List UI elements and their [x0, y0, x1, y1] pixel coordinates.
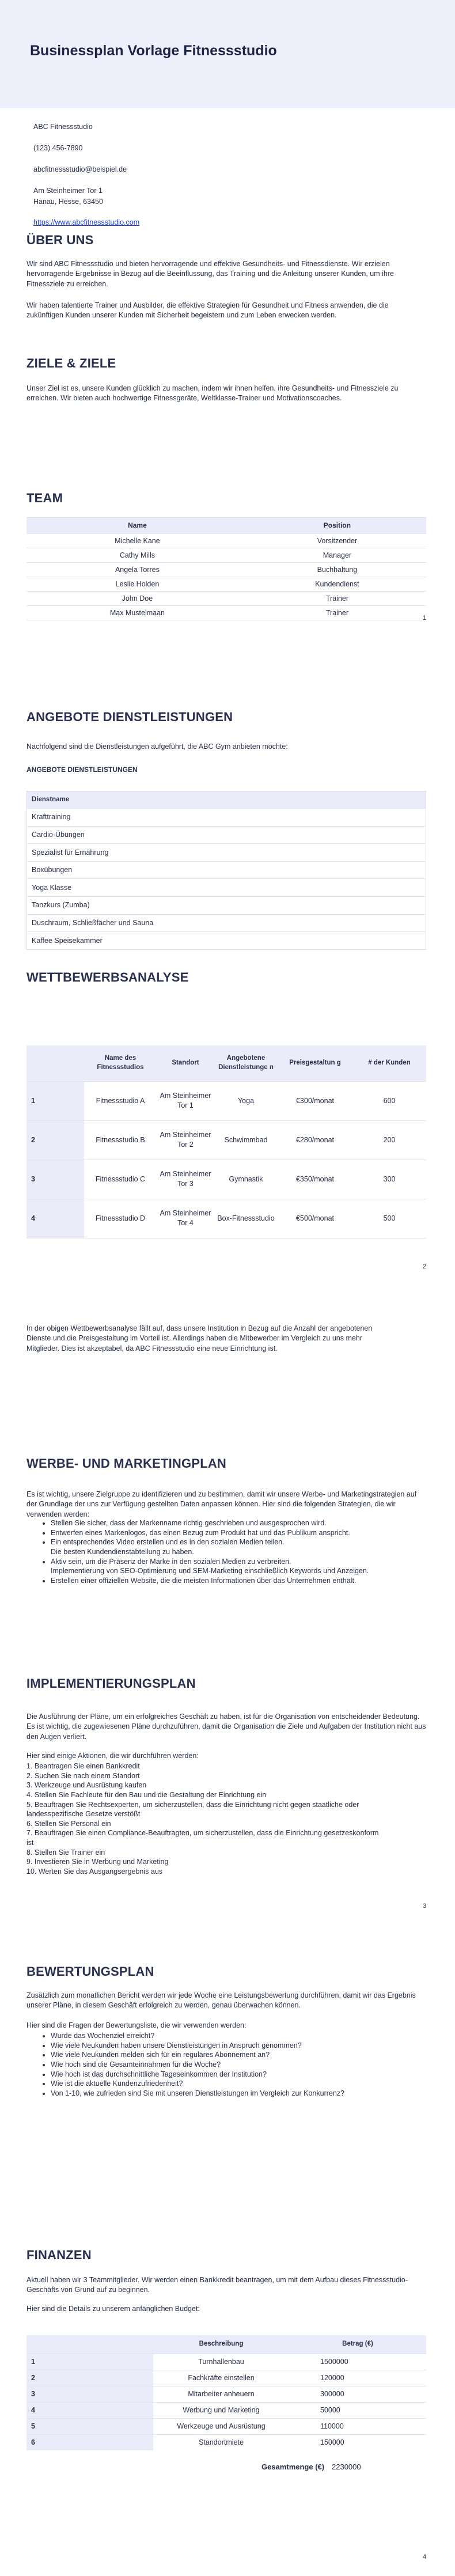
team-cell: Trainer [248, 592, 426, 606]
team-cell: Trainer [248, 606, 426, 620]
evaluation-questions-intro: Hier sind die Fragen der Bewertungsliste, die wir verwenden werden: [26, 2021, 247, 2029]
finance-cell: 300000 [289, 2386, 426, 2402]
team-cell: Max Mustelmaan [26, 606, 248, 620]
comp-cell: Am Steinheimer Tor 4 [157, 1199, 214, 1238]
contact-block [33, 122, 139, 231]
team-cell: Vorsitzender [248, 534, 426, 548]
service-item: Spezialist für Ernährung [27, 844, 426, 862]
phone: (123) 456-7890 [33, 143, 83, 152]
finance-heading: FINANZEN [26, 2248, 92, 2262]
comp-col [26, 1045, 84, 1081]
finance-col: Beschreibung [153, 2335, 289, 2354]
finance-cell: 2 [26, 2370, 153, 2386]
list-item: 2. Suchen Sie nach einem Standort [26, 1771, 140, 1780]
street: Am Steinheimer Tor 1 [33, 186, 103, 195]
table-row [26, 2402, 426, 2418]
implementation-heading: IMPLEMENTIERUNGSPLAN [26, 1676, 196, 1691]
city: Hanau, Hesse, 63450 [33, 197, 103, 206]
table-row [26, 534, 426, 548]
finance-cell: 5 [26, 2418, 153, 2434]
list-item: • Wie hoch sind die Gesamteinnahmen für die Woche? [51, 2060, 425, 2070]
total-value: 2230000 [332, 2463, 361, 2471]
list-item: • Erstellen einer offiziellen Website, die die meisten Informationen über das Unternehmen enthält. [51, 1576, 425, 1586]
table-row [26, 1199, 426, 1238]
team-cell: Buchhaltung [248, 563, 426, 577]
goals-paragraph: Unser Ziel ist es, unsere Kunden glücklich zu machen, indem wir ihnen helfen, ihre Gesundheits- und Fitnessziele zu erreichen. Wir bieten auch hochwertige Fitnessgeräte, Weltklasse-Trainer und Motivationscoaches. [26, 384, 399, 403]
comp-cell: Am Steinheimer Tor 1 [157, 1081, 214, 1120]
comp-cell: Fitnessstudio C [84, 1160, 157, 1199]
list-item: 3. Werkzeuge und Ausrüstung kaufen [26, 1781, 147, 1790]
list-item: • Von 1-10, wie zufrieden sind Sie mit unseren Dienstleistungen im Vergleich zur Konkurrenz? [51, 2089, 425, 2098]
list-item: • Wie viele Neukunden haben unsere Dienstleistungen in Anspruch genommen? [51, 2041, 425, 2051]
table-row [26, 2434, 426, 2450]
comp-cell: Am Steinheimer Tor 2 [157, 1120, 214, 1160]
finance-cell: 150000 [289, 2434, 426, 2450]
finance-cell: 6 [26, 2434, 153, 2450]
table-row [27, 914, 426, 932]
comp-col: Preisgestaltun g [278, 1045, 352, 1081]
service-item: Yoga Klasse [27, 879, 426, 897]
table-row [26, 2386, 426, 2402]
about-heading: ÜBER UNS [26, 233, 94, 247]
finance-cell: Werkzeuge und Ausrüstung [153, 2418, 289, 2434]
table-row [26, 577, 426, 592]
comp-col: Name des Fitnessstudios [84, 1045, 157, 1081]
finance-cell: Standortmiete [153, 2434, 289, 2450]
comp-cell: 3 [26, 1160, 84, 1199]
table-row [27, 932, 426, 950]
page-number: 3 [423, 1903, 427, 1910]
evaluation-list [51, 2031, 425, 2098]
website-link[interactable]: https://www.abcfitnessstudio.com [33, 218, 140, 227]
marketing-heading: WERBE- UND MARKETINGPLAN [26, 1456, 227, 1471]
comp-cell: €300/monat [278, 1081, 352, 1120]
service-item: Cardio-Übungen [27, 826, 426, 844]
service-item: Tanzkurs (Zumba) [27, 896, 426, 914]
list-item: 8. Stellen Sie Trainer ein [26, 1848, 105, 1857]
competition-table [26, 1045, 426, 1238]
team-cell: John Doe [26, 592, 248, 606]
table-row [26, 1081, 426, 1120]
table-row [26, 592, 426, 606]
list-item: 5. Beauftragen Sie Rechtsexperten, um sicherzustellen, dass die Einrichtung nicht gegen staatliche oder landesspezifische Gesetze verstößt [26, 1800, 359, 1819]
service-item: Duschraum, Schließfächer und Sauna [27, 914, 426, 932]
finance-cell: 1 [26, 2354, 153, 2370]
table-row [27, 879, 426, 897]
table-row [27, 896, 426, 914]
finance-cell: 50000 [289, 2402, 426, 2418]
list-item: 9. Investieren Sie in Werbung und Marketing [26, 1858, 169, 1866]
finance-col: Betrag (€) [289, 2335, 426, 2354]
document-title: Businessplan Vorlage Fitnessstudio [30, 43, 277, 59]
comp-col: Angebotene Dienstleistunge n [214, 1045, 278, 1081]
finance-cell: 3 [26, 2386, 153, 2402]
comp-cell: 300 [352, 1160, 426, 1199]
list-item: • Ein entsprechendes Video erstellen und es in den sozialen Medien teilen. [51, 1537, 425, 1547]
table-row [26, 1120, 426, 1160]
comp-cell: Fitnessstudio D [84, 1199, 157, 1238]
team-heading: TEAM [26, 491, 63, 505]
finance-cell: 4 [26, 2402, 153, 2418]
services-col: Dienstname [27, 791, 426, 809]
services-table [26, 791, 426, 950]
team-col-name: Name [26, 518, 248, 534]
email: abcfitnessstudio@beispiel.de [33, 165, 127, 173]
team-cell: Leslie Holden [26, 577, 248, 592]
finance-cell: Turnhallenbau [153, 2354, 289, 2370]
list-item: 10. Werten Sie das Ausgangsergebnis aus [26, 1867, 163, 1876]
evaluation-intro: Zusätzlich zum monatlichen Bericht werden wir jede Woche eine Leistungsbewertung durchführen, damit wir das Ergebnis unserer Pläne, in diesem Geschäft erfolgreich zu werden, genau überwachen können. [26, 1991, 416, 2010]
table-row [26, 2354, 426, 2370]
finance-paragraph-1: Aktuell haben wir 3 Teammitglieder. Wir werden einen Bankkredit beantragen, um mit dem Aufbau dieses Fitnessstudio-Geschäfts von Grund auf zu beginnen. [26, 2276, 408, 2294]
list-item: Implementierung von SEO-Optimierung und SEM-Marketing einschließlich Keywords und Anzeigen. [51, 1567, 369, 1575]
marketing-intro: Es ist wichtig, unsere Zielgruppe zu identifizieren und zu bestimmen, damit wir unsere Werbe- und Marketingstrategien auf der Grundlage der uns zur Verfügung gestellten Daten anpassen können. Hier sind die folgenden Strategien, die wir verwenden werden: [26, 1490, 417, 1518]
finance-cell: Werbung und Marketing [153, 2402, 289, 2418]
about-paragraph-1: Wir sind ABC Fitnessstudio und bieten hervorragende und effektive Gesundheits- und Fitnessdienste. Wir erzielen hervorragende Ergebnisse in Bezug auf die Beeinflussung, das Training und die Anleitung unserer Kunden, um ihre Fitnessziele zu erreichen. [26, 260, 394, 288]
competition-heading: WETTBEWERBSANALYSE [26, 970, 189, 984]
team-col-position: Position [248, 518, 426, 534]
company-name: ABC Fitnessstudio [33, 123, 93, 131]
table-row [27, 809, 426, 827]
comp-cell: Am Steinheimer Tor 3 [157, 1160, 214, 1199]
page-number: 2 [423, 1263, 427, 1270]
team-cell: Michelle Kane [26, 534, 248, 548]
comp-cell: 200 [352, 1120, 426, 1160]
team-cell: Cathy Mills [26, 548, 248, 563]
list-item: • Entwerfen eines Markenlogos, das einen Bezug zum Produkt hat und das Publikum anspricht. [51, 1528, 425, 1538]
comp-cell: 2 [26, 1120, 84, 1160]
list-item: 6. Stellen Sie Personal ein [26, 1819, 111, 1828]
finance-cell: 110000 [289, 2418, 426, 2434]
implementation-intro: Die Ausführung der Pläne, um ein erfolgreiches Geschäft zu haben, ist für die Organisation von entscheidender Bedeutung. Es ist wichtig, die zugewiesenen Pläne durchzuführen, damit die Organisation die Ziele und Aufgaben der Institution nicht aus den Augen verliert. [26, 1713, 426, 1741]
comp-cell: Fitnessstudio B [84, 1120, 157, 1160]
marketing-list [51, 1518, 425, 1585]
comp-col: Standort [157, 1045, 214, 1081]
list-item: • Wie viele Neukunden melden sich für ein reguläres Abonnement an? [51, 2050, 425, 2060]
table-row [27, 826, 426, 844]
comp-cell: Schwimmbad [214, 1120, 278, 1160]
evaluation-heading: BEWERTUNGSPLAN [26, 1964, 154, 1979]
comp-cell: 1 [26, 1081, 84, 1120]
implementation-steps [26, 1761, 426, 1877]
table-row [27, 844, 426, 862]
team-table [26, 517, 426, 620]
comp-cell: Fitnessstudio A [84, 1081, 157, 1120]
list-item: • Wurde das Wochenziel erreicht? [51, 2031, 425, 2041]
page-number: 1 [423, 615, 427, 622]
list-item: 7. Beauftragen Sie einen Compliance-Beauftragten, um sicherzustellen, dass die Einrichtung gesetzeskonform ist [26, 1829, 379, 1847]
goals-heading: ZIELE & ZIELE [26, 356, 116, 370]
comp-cell: €280/monat [278, 1120, 352, 1160]
list-item: • Wie hoch ist das durchschnittliche Tageseinkommen der Institution? [51, 2070, 425, 2079]
finance-cell: 120000 [289, 2370, 426, 2386]
services-subheading: ANGEBOTE DIENSTLEISTUNGEN [26, 766, 138, 774]
comp-cell: 600 [352, 1081, 426, 1120]
about-paragraph-2: Wir haben talentierte Trainer und Ausbilder, die effektive Strategien für Gesundheit und Fitness anwenden, die die zukünftigen Kunden unserer Kunden mit Sicherheit begeistern und zum Leben erwecken werden. [26, 301, 389, 320]
list-item: 1. Beantragen Sie einen Bankkredit [26, 1762, 140, 1770]
table-row [26, 2418, 426, 2434]
team-cell: Angela Torres [26, 563, 248, 577]
comp-cell: 500 [352, 1199, 426, 1238]
service-item: Boxübungen [27, 861, 426, 879]
list-item: • Wie ist die aktuelle Kundenzufriedenheit? [51, 2079, 425, 2089]
table-row [27, 861, 426, 879]
team-cell: Kundendienst [248, 577, 426, 592]
competition-summary: In der obigen Wettbewerbsanalyse fällt auf, dass unsere Institution in Bezug auf die Anzahl der angebotenen Dienste und die Preisgestaltung im Vorteil ist. Allerdings haben die Mitbewerber im Vergleich zu uns mehr Mitglieder. Dies ist akzeptabel, da ABC Fitnessstudio eine neue Einrichtung ist. [26, 1324, 373, 1353]
finance-paragraph-2: Hier sind die Details zu unserem anfänglichen Budget: [26, 2305, 200, 2313]
table-row [26, 563, 426, 577]
table-row [26, 2370, 426, 2386]
service-item: Krafttraining [27, 809, 426, 827]
page-number: 4 [423, 2554, 427, 2560]
comp-cell: 4 [26, 1199, 84, 1238]
table-row [26, 606, 426, 620]
services-intro: Nachfolgend sind die Dienstleistungen aufgeführt, die ABC Gym anbieten möchte: [26, 743, 288, 751]
team-cell: Manager [248, 548, 426, 563]
table-row [26, 548, 426, 563]
comp-col: # der Kunden [352, 1045, 426, 1081]
comp-cell: Gymnastik [214, 1160, 278, 1199]
list-item: • Aktiv sein, um die Präsenz der Marke in den sozialen Medien zu verbreiten. [51, 1557, 425, 1567]
finance-cell: 1500000 [289, 2354, 426, 2370]
list-item: 4. Stellen Sie Fachleute für den Bau und die Gestaltung der Einrichtung ein [26, 1790, 267, 1799]
finance-table [26, 2335, 426, 2450]
implementation-steps-intro: Hier sind einige Aktionen, die wir durchführen werden: [26, 1752, 199, 1760]
finance-cell: Mitarbeiter anheuern [153, 2386, 289, 2402]
list-item: Die besten Kundendienstabteilung zu haben. [51, 1547, 194, 1556]
finance-col [26, 2335, 153, 2354]
list-item: • Stellen Sie sicher, dass der Markenname richtig geschrieben und ausgesprochen wird. [51, 1518, 425, 1528]
finance-cell: Fachkräfte einstellen [153, 2370, 289, 2386]
comp-cell: Box-Fitnessstudio [214, 1199, 278, 1238]
comp-cell: Yoga [214, 1081, 278, 1120]
comp-cell: €350/monat [278, 1160, 352, 1199]
services-heading: ANGEBOTE DIENSTLEISTUNGEN [26, 710, 233, 724]
total-label: Gesamtmenge (€) [261, 2463, 325, 2471]
comp-cell: €500/monat [278, 1199, 352, 1238]
table-row [26, 1160, 426, 1199]
service-item: Kaffee Speisekammer [27, 932, 426, 950]
